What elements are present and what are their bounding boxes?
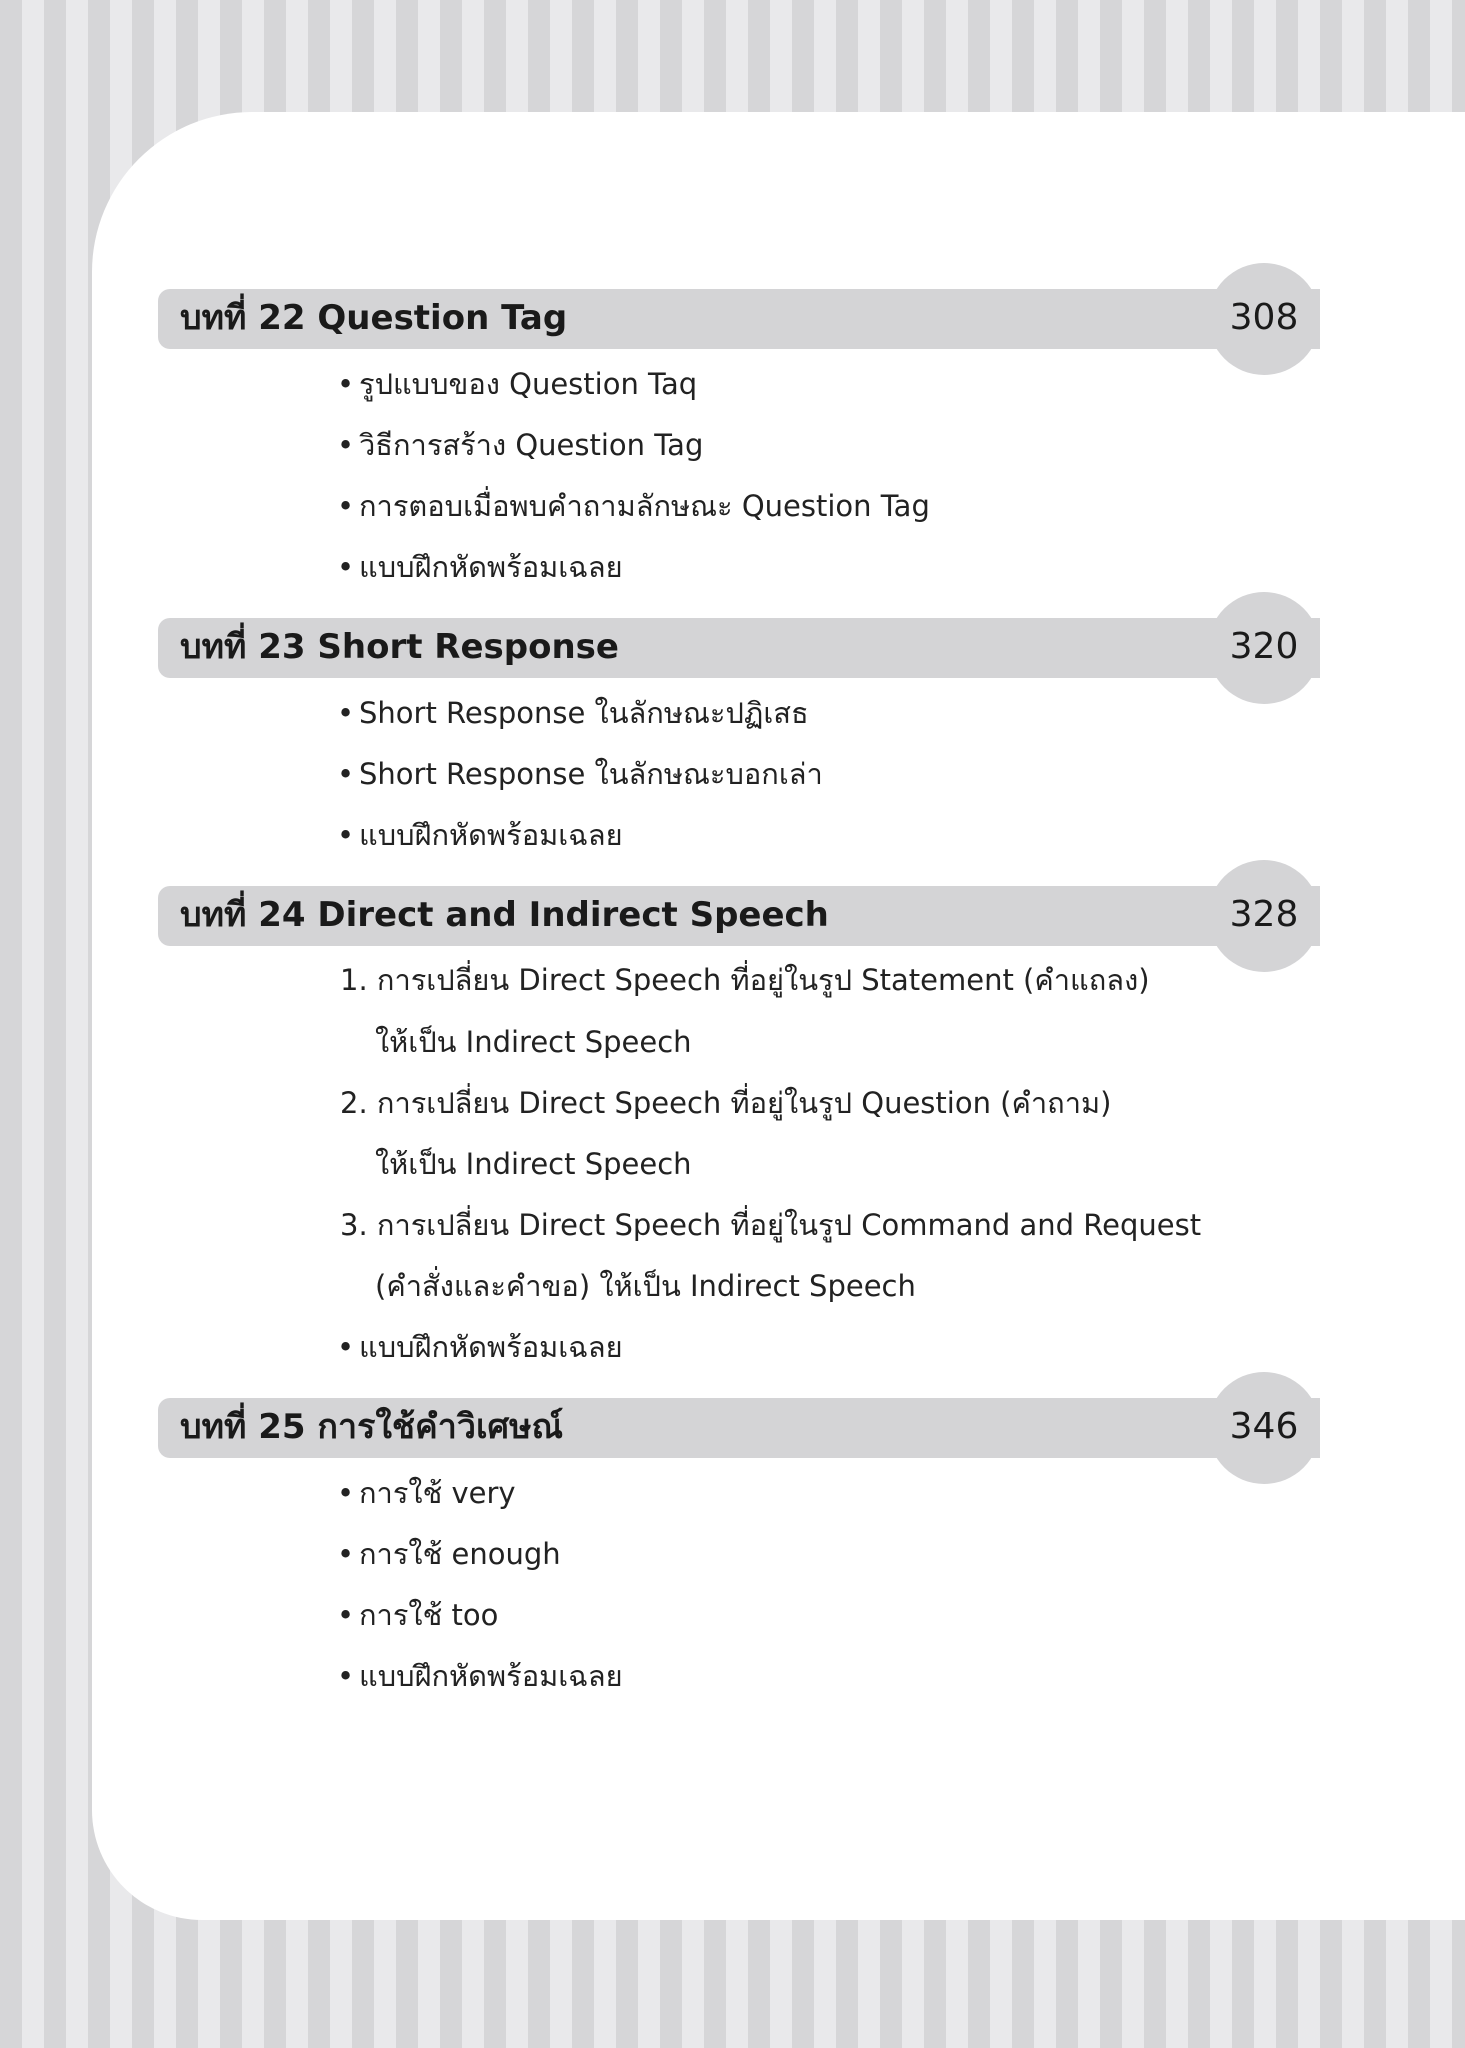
chapter-23-title[interactable]: บทที่ 23 Short Response <box>180 627 619 667</box>
bullet: • <box>337 550 355 584</box>
item-text: แบบฝึกหัดพร้อมเฉลย <box>359 550 623 584</box>
bullet: • <box>337 1476 355 1510</box>
item-text: การเปลี่ยน Direct Speech ที่อยู่ในรูป Command and Request <box>376 1208 1202 1242</box>
chapter-24-item-3-continued[interactable]: (คำสั่งและคำขอ) ให้เป็น Indirect Speech <box>375 1269 916 1303</box>
item-text: การใช้ too <box>359 1598 499 1632</box>
bullet: • <box>337 1598 355 1632</box>
chapter-22-title[interactable]: บทที่ 22 Question Tag <box>180 298 568 338</box>
bullet: • <box>337 489 355 523</box>
content-card <box>92 112 1465 1920</box>
chapter-25-item[interactable] <box>337 1597 498 1633</box>
chapter-25-item[interactable] <box>337 1475 516 1511</box>
item-text: การใช้ very <box>359 1476 516 1510</box>
item-number: 2. <box>340 1086 368 1120</box>
bullet: • <box>337 428 355 462</box>
bullet: • <box>337 696 355 730</box>
chapter-23-page-number[interactable]: 320 <box>1229 626 1299 667</box>
chapter-22-item[interactable] <box>337 549 623 585</box>
item-number: 1. <box>340 963 368 997</box>
bullet: • <box>337 1659 355 1693</box>
item-text: การตอบเมื่อพบคำถามลักษณะ Question Tag <box>359 489 930 523</box>
item-text: วิธีการสร้าง Question Tag <box>359 428 704 462</box>
item-text: การใช้ enough <box>359 1537 561 1571</box>
chapter-24-item-2[interactable] <box>340 1085 1111 1121</box>
item-text: การเปลี่ยน Direct Speech ที่อยู่ในรูป Statement (คำแถลง) <box>376 963 1150 997</box>
chapter-23-item[interactable] <box>337 817 623 853</box>
item-text: แบบฝึกหัดพร้อมเฉลย <box>359 1659 623 1693</box>
item-text: Short Response ในลักษณะบอกเล่า <box>359 757 823 791</box>
chapter-24-item-2-continued[interactable]: ให้เป็น Indirect Speech <box>375 1147 692 1181</box>
chapter-25-item[interactable] <box>337 1658 623 1694</box>
bullet: • <box>337 367 355 401</box>
chapter-25-item[interactable] <box>337 1536 561 1572</box>
chapter-24-item-1-continued[interactable]: ให้เป็น Indirect Speech <box>375 1025 692 1059</box>
item-text: รูปแบบของ Question Taq <box>359 367 698 401</box>
item-text: Short Response ในลักษณะปฏิเสธ <box>359 696 809 730</box>
chapter-24-item-1[interactable] <box>340 962 1150 998</box>
item-text: แบบฝึกหัดพร้อมเฉลย <box>359 818 623 852</box>
chapter-25-title[interactable]: บทที่ 25 การใช้คำวิเศษณ์ <box>180 1407 564 1447</box>
chapter-22-item[interactable] <box>337 427 703 463</box>
chapter-22-page-number[interactable]: 308 <box>1229 297 1299 338</box>
bullet: • <box>337 1537 355 1571</box>
chapter-22-item[interactable] <box>337 366 697 402</box>
bullet: • <box>337 1330 355 1364</box>
chapter-24-title[interactable]: บทที่ 24 Direct and Indirect Speech <box>180 895 829 935</box>
item-text: แบบฝึกหัดพร้อมเฉลย <box>359 1330 623 1364</box>
item-text: การเปลี่ยน Direct Speech ที่อยู่ในรูป Question (คำถาม) <box>376 1086 1112 1120</box>
bullet: • <box>337 818 355 852</box>
chapter-24-item-3[interactable] <box>340 1207 1201 1243</box>
chapter-25-page-number[interactable]: 346 <box>1229 1406 1299 1447</box>
chapter-22-item[interactable] <box>337 488 930 524</box>
bullet: • <box>337 757 355 791</box>
chapter-23-item[interactable] <box>337 756 823 792</box>
chapter-24-item[interactable] <box>337 1329 623 1365</box>
chapter-24-page-number[interactable]: 328 <box>1229 894 1299 935</box>
chapter-23-item[interactable] <box>337 695 809 731</box>
item-number: 3. <box>340 1208 368 1242</box>
